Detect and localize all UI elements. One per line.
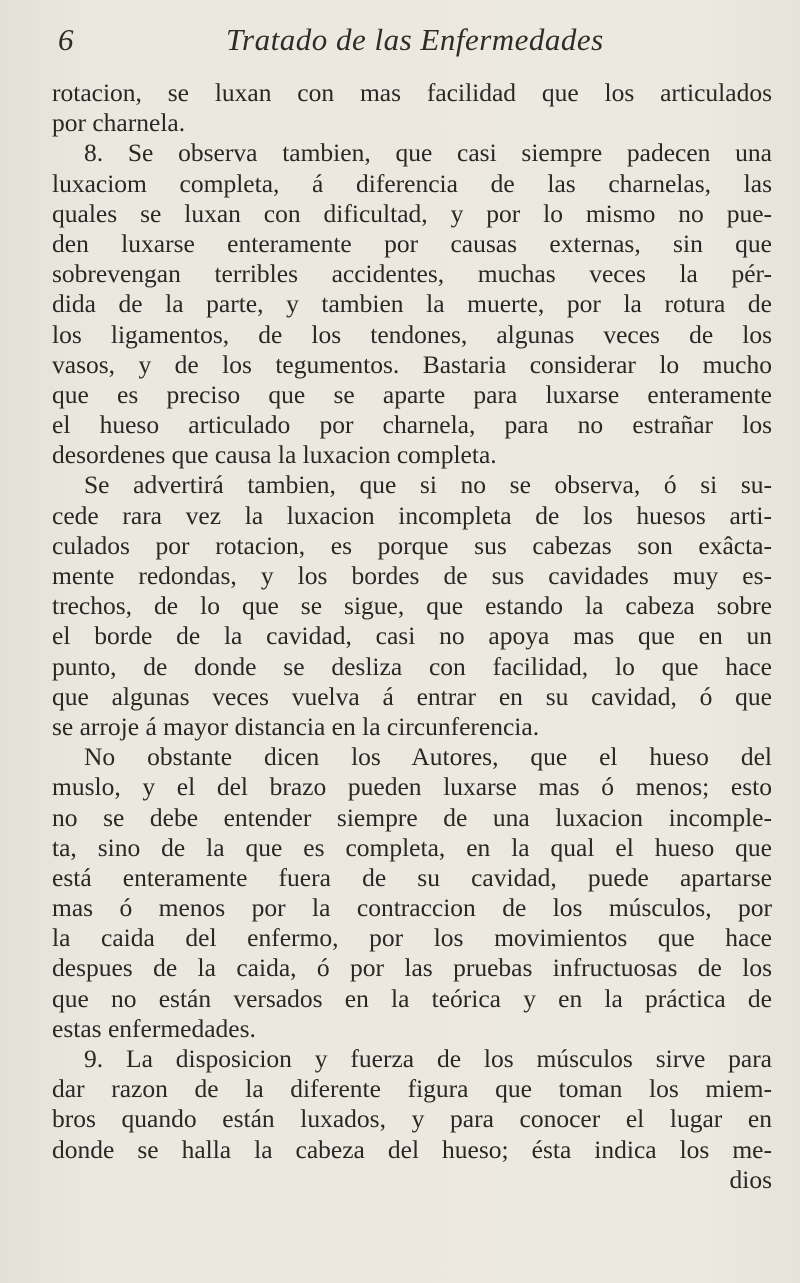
text-line: 8. Se observa tambien, que casi siempre padecen una xyxy=(84,138,772,168)
body-text xyxy=(52,78,772,1195)
text-line: muslo, y el del brazo pueden luxarse mas ó menos; esto xyxy=(52,772,772,802)
text-line: los ligamentos, de los tendones, algunas veces de los xyxy=(52,319,772,349)
text-line: punto, de donde se desliza con facilidad, lo que hace xyxy=(52,651,772,681)
page-header xyxy=(58,18,760,62)
text-line: está enteramente fuera de su cavidad, puede apartarse xyxy=(52,862,772,892)
text-line: dar razon de la diferente figura que toman los miem- xyxy=(52,1074,772,1104)
text-line: luxaciom completa, á diferencia de las charnelas, las xyxy=(52,168,772,198)
text-line: cede rara vez la luxacion incompleta de los huesos arti- xyxy=(52,500,772,530)
text-line: el hueso articulado por charnela, para no estrañar los xyxy=(52,410,772,440)
text-line: No obstante dicen los Autores, que el hueso del xyxy=(84,742,772,772)
text-line: rotacion, se luxan con mas facilidad que los articulados xyxy=(52,78,772,107)
text-line: trechos, de lo que se sigue, que estando la cabeza sobre xyxy=(52,591,772,621)
text-line: despues de la caida, ó por las pruebas infructuosas de los xyxy=(52,953,772,983)
text-line: mente redondas, y los bordes de sus cavidades muy es- xyxy=(52,561,772,590)
text-line: no se debe entender siempre de una luxacion incomple- xyxy=(52,802,772,832)
text-line: 9. La disposicion y fuerza de los músculos sirve para xyxy=(84,1044,772,1073)
text-line: se arroje á mayor distancia en la circunferencia. xyxy=(52,711,540,741)
text-line: por charnela. xyxy=(52,108,186,138)
running-title: Tratado de las Enfermedades xyxy=(226,22,604,57)
text-line: la caida del enfermo, por los movimientos que hace xyxy=(52,923,772,953)
text-line: estas enfermedades. xyxy=(52,1013,256,1043)
text-line: el borde de la cavidad, casi no apoya mas que en un xyxy=(52,621,772,651)
text-line: que no están versados en la teórica y en la práctica de xyxy=(52,983,772,1013)
text-line: que es preciso que se aparte para luxarse enteramente xyxy=(52,379,772,409)
text-line: vasos, y de los tegumentos. Bastaria considerar lo mucho xyxy=(52,349,772,379)
text-line: bros quando están luxados, y para conocer el lugar en xyxy=(52,1104,772,1134)
text-line: mas ó menos por la contraccion de los músculos, por xyxy=(52,893,772,923)
text-line: que algunas veces vuelva á entrar en su cavidad, ó que xyxy=(52,681,772,711)
text-line: desordenes que causa la luxacion completa. xyxy=(52,440,497,470)
text-line: culados por rotacion, es porque sus cabezas son exâcta- xyxy=(52,530,772,560)
text-line: donde se halla la cabeza del hueso; ésta indica los me- xyxy=(52,1134,772,1164)
text-line: quales se luxan con dificultad, y por lo mismo no pue- xyxy=(52,198,772,228)
text-line: ta, sino de la que es completa, en la qual el hueso que xyxy=(52,832,772,862)
text-line: dida de la parte, y tambien la muerte, por la rotura de xyxy=(52,289,772,319)
catchword: dios xyxy=(729,1164,772,1194)
text-line: sobrevengan terribles accidentes, muchas veces la pér- xyxy=(52,259,772,289)
text-line: den luxarse enteramente por causas externas, sin que xyxy=(52,228,772,258)
page-number: 6 xyxy=(58,22,74,57)
text-line: Se advertirá tambien, que si no se observa, ó si su- xyxy=(84,470,772,500)
